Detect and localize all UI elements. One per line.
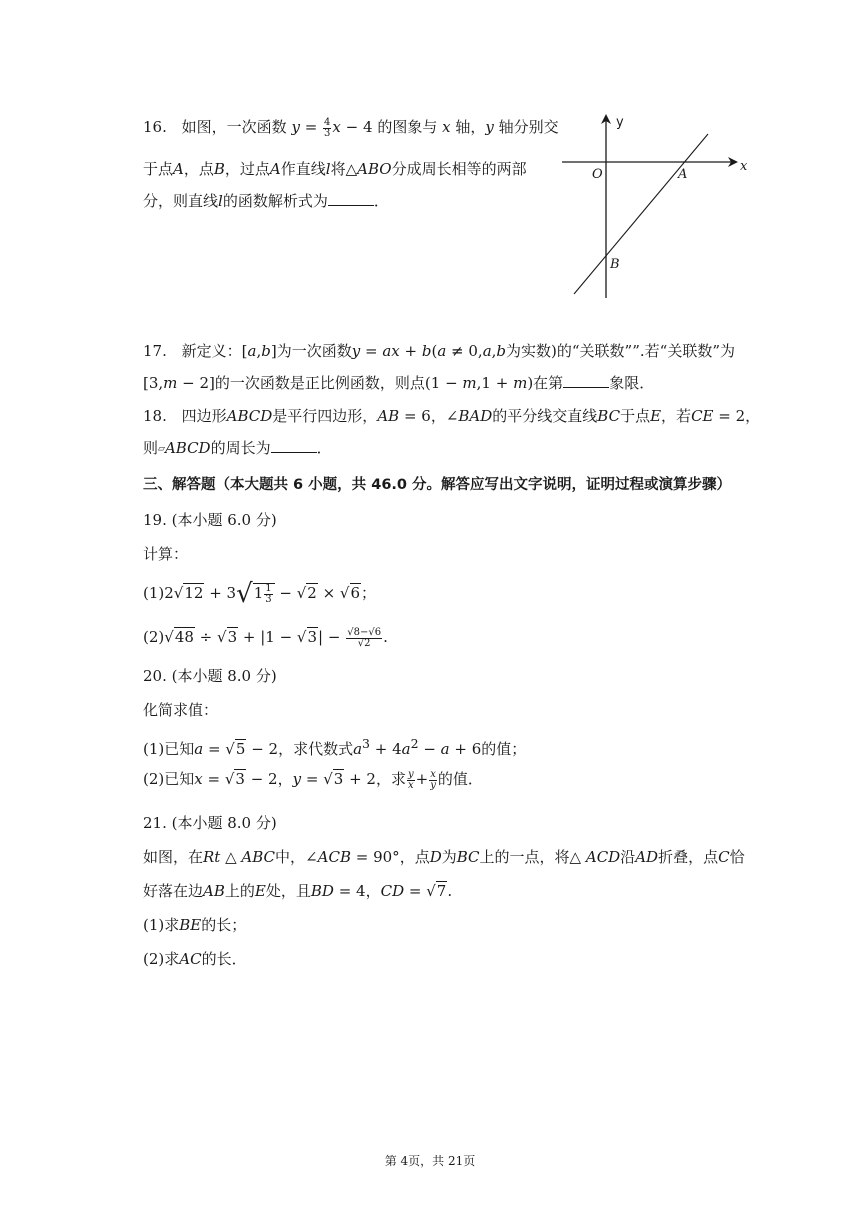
function-line [574, 134, 708, 294]
q20-intro: 化简求值： [143, 701, 219, 719]
q16-line-2: 于点A，点B，过点A作直线l将△ABO分成周长相等的两部 [143, 160, 527, 178]
q21-header: 21. (本小题 8.0 分) [143, 814, 277, 832]
q19-intro: 计算： [143, 545, 189, 563]
q16-line-1: 16. 如图，一次函数 y = $\frac{4}{3}$ x − 4 的图象与 x 轴，y 轴分别交 [143, 116, 559, 139]
q19-header: 19. (本小题 6.0 分) [143, 511, 277, 529]
q21-part-2: (2)求AC的长． [143, 950, 247, 968]
point-b-label: B [610, 257, 620, 272]
point-a-label: A [678, 167, 688, 182]
parallelogram-icon: ▱ [158, 444, 165, 454]
q19-part-2: (2)√48 ÷ √3 + |1 − √3| − $\frac{√8-√6}{√2}$ . [143, 626, 388, 649]
answer-blank [563, 373, 609, 388]
page-footer: 第 4页，共 21页 [384, 1154, 476, 1168]
q16-number: 16. [143, 118, 167, 136]
q20-part-1: (1)已知a = √5 − 2，求代数式$a^3 + 4a^2 - a + 6$的值； [143, 736, 527, 758]
q19-part-1: (1)2√12 + 3√1 $\frac{1}{3}$ − √2 × √6； [143, 579, 377, 609]
q17-line-1: 17. 新定义：[a,b]为一次函数y = ax + b(a ≠ 0,a,b为实数)的“关联数””.若“关联数”为 [143, 342, 735, 360]
coordinate-graph [558, 108, 758, 303]
q18-line-2: 则▱ABCD的周长为 ． [143, 439, 332, 457]
origin-label: O [592, 167, 603, 182]
q21-line-1: 如图，在Rt △ ABC中，∠ACB = 90°，点D为BC上的一点，将△ ACD沿AD折叠，点C恰 [143, 848, 745, 866]
q21-part-1: (1)求BE的长； [143, 916, 247, 934]
x-label: x [740, 159, 748, 174]
q16-function: y [291, 118, 300, 136]
q17-line-2: [3,m − 2]的一次函数是正比例函数，则点(1 − m,1 + m)在第 象限． [143, 374, 655, 392]
q21-line-2: 好落在边AB上的E处，且BD = 4，CD = √7. [143, 882, 453, 900]
section-heading: 三、解答题（本大题共 6 小题，共 46.0 分。解答应写出文字说明，证明过程或演算步骤） [143, 477, 732, 493]
q20-part-2: (2)已知x = √3 − 2，y = √3 + 2，求 $\frac{y}{x}$ + $\frac{x}{y}$ 的值． [143, 768, 483, 791]
answer-blank [271, 438, 317, 453]
q20-header: 20. (本小题 8.0 分) [143, 667, 277, 685]
q18-line-1: 18. 四边形ABCD是平行四边形，AB = 6，∠BAD的平分线交直线BC于点E，若CE = 2， [143, 407, 761, 425]
y-label: y [616, 115, 624, 130]
q16-line-3: 分，则直线l的函数解析式为 ． [143, 192, 389, 210]
answer-blank [328, 191, 374, 206]
